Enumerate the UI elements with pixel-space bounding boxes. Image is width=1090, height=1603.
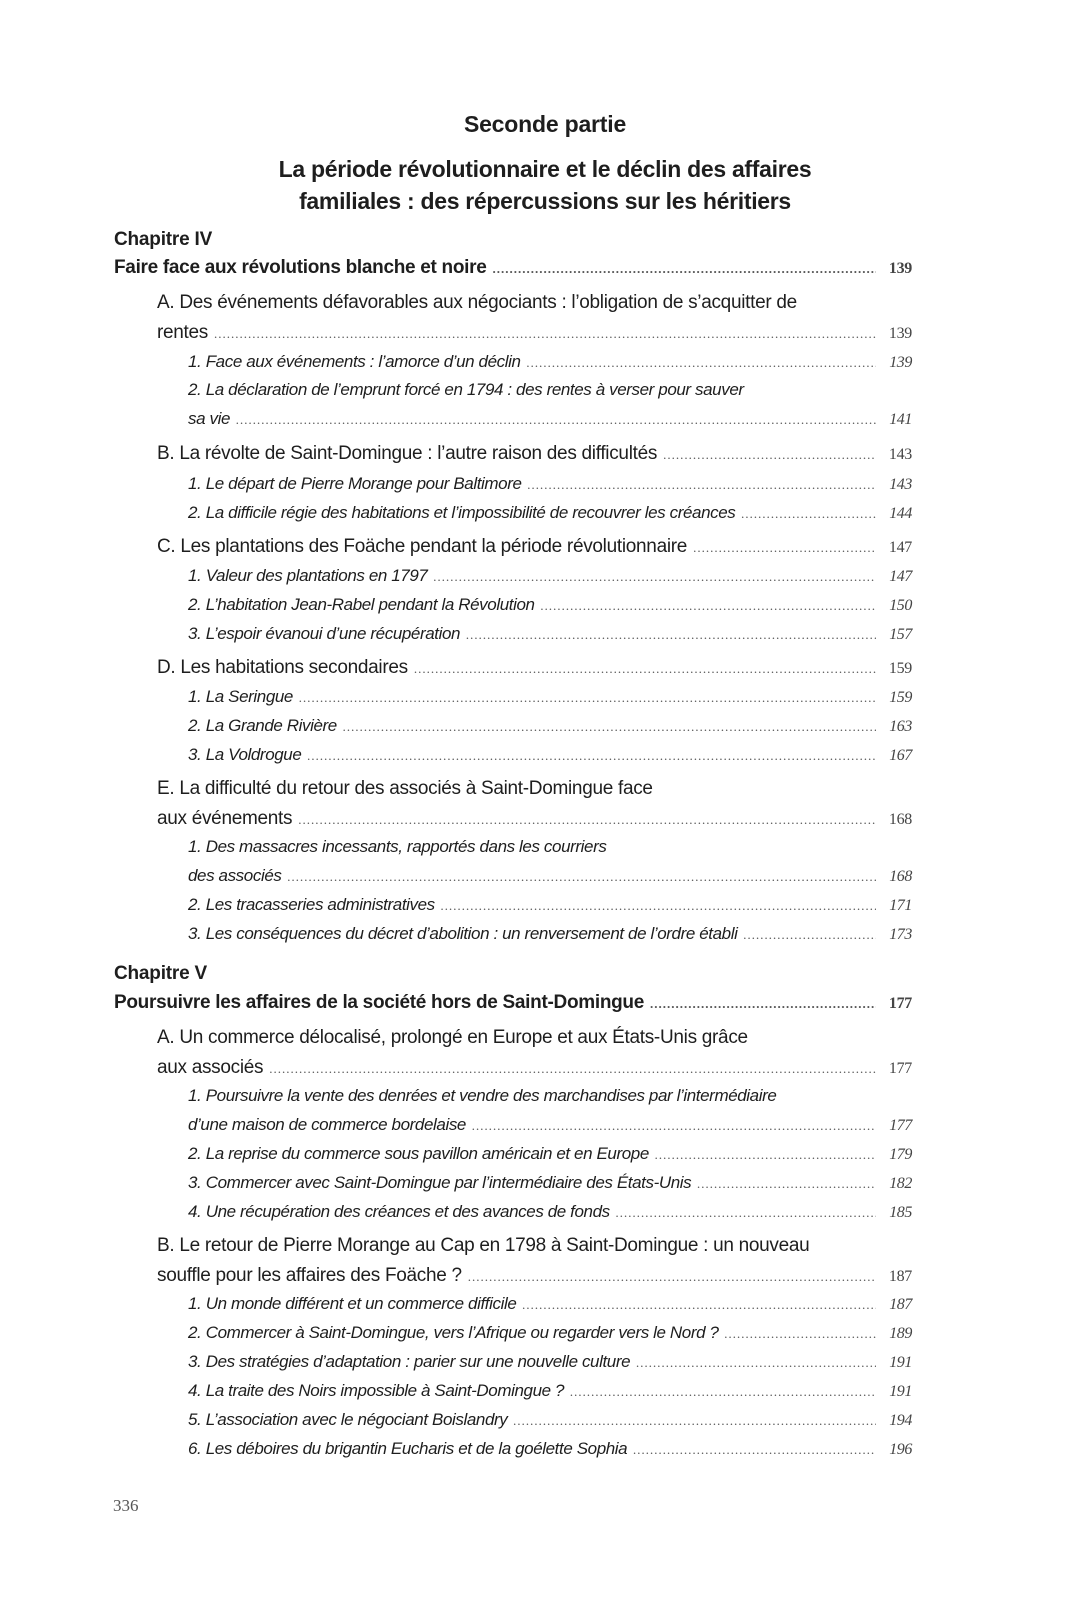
toc-entry-section-line1[interactable]: A. Un commerce délocalisé, prolongé en Europe et aux États-Unis grâce <box>157 1027 748 1048</box>
toc-entry-subsection[interactable] <box>188 595 912 615</box>
chapter-label: Chapitre V <box>114 963 208 984</box>
toc-entry-subsection[interactable] <box>188 1410 912 1430</box>
toc-entry-title: aux événements <box>157 808 293 829</box>
toc-entry-title: rentes <box>157 322 209 343</box>
toc-entry-title: 2. La Grande Rivière <box>188 716 337 735</box>
page-number: 191 <box>889 1383 912 1400</box>
toc-entry-title: 2. La reprise du commerce sous pavillon américain et en Europe <box>188 1144 649 1163</box>
page-number: 167 <box>889 747 912 764</box>
page-number: 159 <box>889 689 912 706</box>
page-number: 168 <box>889 868 912 885</box>
dot-leader <box>414 661 876 677</box>
toc-entry-section[interactable] <box>157 1265 912 1287</box>
dot-leader <box>307 748 876 764</box>
toc-entry-title: 3. La Voldrogue <box>188 745 302 764</box>
toc-entry-title: 1. La Seringue <box>188 687 293 706</box>
toc-entry-section[interactable] <box>157 808 912 830</box>
toc-entry-title: 2. Commercer à Saint-Domingue, vers l’Afrique ou regarder vers le Nord ? <box>188 1323 719 1342</box>
toc-entry-title: 3. L’espoir évanoui d’une récupération <box>188 624 461 643</box>
page-number: 163 <box>889 718 912 735</box>
toc-entry-title: C. Les plantations des Foäche pendant la période révolutionnaire <box>157 536 688 557</box>
toc-entry-section-line1[interactable]: A. Des événements défavorables aux négociants : l’obligation de s’acquitter de <box>157 292 797 313</box>
toc-entry-title: 2. Les tracasseries administratives <box>188 895 435 914</box>
dot-leader <box>741 506 876 522</box>
toc-entry-subsection[interactable] <box>188 745 912 765</box>
dot-leader <box>655 1147 876 1163</box>
page-number: 179 <box>889 1146 912 1163</box>
toc-entry-subsection[interactable] <box>188 924 912 944</box>
toc-entry-chapter[interactable] <box>114 257 912 279</box>
toc-entry-title: 1. Face aux événements : l’amorce d’un déclin <box>188 352 521 371</box>
page-number: 150 <box>889 597 912 614</box>
dot-leader <box>697 1176 876 1192</box>
dot-leader <box>570 1384 876 1400</box>
page-number: 194 <box>889 1412 912 1429</box>
toc-entry-subsection[interactable] <box>188 624 912 644</box>
toc-entry-section[interactable] <box>157 443 912 465</box>
page-number: 168 <box>888 811 912 828</box>
page-number: 147 <box>889 568 912 585</box>
toc-entry-section[interactable] <box>157 1057 912 1079</box>
part-subtitle-line: La période révolutionnaire et le déclin des affaires <box>278 156 812 182</box>
dot-leader <box>298 812 876 828</box>
page-number: 144 <box>889 505 912 522</box>
toc-entry-title: 3. Des stratégies d’adaptation : parier sur une nouvelle culture <box>188 1352 631 1371</box>
dot-leader <box>725 1326 876 1342</box>
toc-entry-title: souffle pour les affaires des Foäche ? <box>157 1265 462 1286</box>
toc-entry-title: d’une maison de commerce bordelaise <box>188 1115 466 1134</box>
toc-entry-subsection[interactable] <box>188 1173 912 1193</box>
dot-leader <box>269 1061 876 1077</box>
toc-entry-title: des associés <box>188 866 282 885</box>
toc-entry-subsection[interactable] <box>188 1144 912 1164</box>
page-number: 196 <box>889 1441 912 1458</box>
dot-leader <box>214 326 876 342</box>
toc-entry-title: D. Les habitations secondaires <box>157 657 408 678</box>
chapter-label: Chapitre IV <box>114 229 213 250</box>
page-number: 177 <box>888 1060 912 1077</box>
toc-entry-title: 3. Les conséquences du décret d’abolition : un renversement de l’ordre établi <box>188 924 738 943</box>
page-number: 189 <box>889 1325 912 1342</box>
toc-entry-title: Poursuivre les affaires de la société hors de Saint-Domingue <box>114 992 645 1013</box>
page-number: 139 <box>889 354 912 371</box>
page-number: 191 <box>889 1354 912 1371</box>
toc-entry-subsection[interactable] <box>188 352 912 372</box>
dot-leader <box>663 447 876 463</box>
toc-entry-title: 1. Valeur des plantations en 1797 <box>188 566 428 585</box>
toc-entry-title: Faire face aux révolutions blanche et noire <box>114 257 487 278</box>
toc-entry-section-line1[interactable]: B. Le retour de Pierre Morange au Cap en 1798 à Saint-Domingue : un nouveau <box>157 1235 810 1256</box>
toc-entry-section[interactable] <box>157 536 912 558</box>
toc-entry-subsection[interactable] <box>188 687 912 707</box>
toc-entry-subsection[interactable] <box>188 1352 912 1372</box>
dot-leader <box>287 869 876 885</box>
dot-leader <box>472 1118 876 1134</box>
toc-entry-title: 6. Les déboires du brigantin Eucharis et de la goélette Sophia <box>188 1439 628 1458</box>
page-number: 139 <box>888 260 912 277</box>
page-number: 177 <box>889 1117 912 1134</box>
dot-leader <box>633 1442 876 1458</box>
dot-leader <box>466 627 876 643</box>
toc-entry-title: B. La révolte de Saint-Domingue : l’autre raison des difficultés <box>157 443 658 464</box>
page-number: 187 <box>889 1296 912 1313</box>
toc-entry-subsection[interactable] <box>188 566 912 586</box>
toc-entry-subsection[interactable] <box>188 895 912 915</box>
toc-entry-title: 1. Le départ de Pierre Morange pour Baltimore <box>188 474 522 493</box>
dot-leader <box>468 1269 876 1285</box>
part-title: Seconde partie <box>463 111 627 137</box>
toc-entry-subsection-line1[interactable]: 1. Poursuivre la vente des denrées et vendre des marchandises par l’intermédiaire <box>188 1086 777 1105</box>
toc-entry-title: 4. La traite des Noirs impossible à Saint-Domingue ? <box>188 1381 565 1400</box>
page-number: 143 <box>888 446 912 463</box>
toc-entry-subsection[interactable] <box>188 866 912 886</box>
toc-entry-title: sa vie <box>188 409 231 428</box>
part-subtitle <box>0 153 1090 217</box>
dot-leader <box>441 898 876 914</box>
dot-leader <box>299 690 876 706</box>
page-number: 141 <box>889 411 912 428</box>
toc-entry-section[interactable] <box>157 322 912 344</box>
toc-entry-subsection-line1[interactable]: 1. Des massacres incessants, rapportés dans les courriers <box>188 837 607 856</box>
page-number: 171 <box>889 897 912 914</box>
page-folio: 336 <box>113 1496 139 1515</box>
toc-entry-subsection[interactable] <box>188 1381 912 1401</box>
dot-leader <box>343 719 876 735</box>
page-number: 185 <box>889 1204 912 1221</box>
toc-entry-subsection[interactable] <box>188 1323 912 1343</box>
page-number: 147 <box>888 539 912 556</box>
toc-entry-title: 1. Un monde différent et un commerce difficile <box>188 1294 517 1313</box>
toc-entry-chapter[interactable] <box>114 992 912 1014</box>
page-number: 139 <box>888 325 912 342</box>
toc-entry-title: 5. L’association avec le négociant Boislandry <box>188 1410 508 1429</box>
toc-entry-title: 4. Une récupération des créances et des avances de fonds <box>188 1202 610 1221</box>
dot-leader <box>636 1355 876 1371</box>
dot-leader <box>616 1205 876 1221</box>
page-number: 177 <box>888 995 912 1012</box>
toc-entry-subsection[interactable] <box>188 503 912 523</box>
toc-entry-section[interactable] <box>157 657 912 679</box>
toc-entry-subsection[interactable] <box>188 409 912 429</box>
toc-entry-title: 3. Commercer avec Saint-Domingue par l’intermédiaire des États-Unis <box>188 1173 692 1192</box>
dot-leader <box>693 540 876 556</box>
page-number: 143 <box>889 476 912 493</box>
toc-entry-subsection[interactable] <box>188 474 912 494</box>
dot-leader <box>541 598 876 614</box>
toc-entry-title: aux associés <box>157 1057 264 1078</box>
toc-entry-title: 2. La difficile régie des habitations et l’impossibilité de recouvrer les créances <box>188 503 736 522</box>
page-number: 157 <box>889 626 912 643</box>
dot-leader <box>493 261 877 277</box>
dot-leader <box>743 927 876 943</box>
dot-leader <box>528 477 876 493</box>
toc-entry-subsection[interactable] <box>188 1115 912 1135</box>
dot-leader <box>513 1413 876 1429</box>
page-number: 159 <box>888 660 912 677</box>
dot-leader <box>236 412 876 428</box>
dot-leader <box>433 569 876 585</box>
dot-leader <box>522 1297 876 1313</box>
toc-entry-section-line1[interactable]: E. La difficulté du retour des associés à Saint-Domingue face <box>157 778 653 799</box>
page-number: 173 <box>889 926 912 943</box>
page-number: 187 <box>888 1268 912 1285</box>
page-number: 182 <box>889 1175 912 1192</box>
toc-entry-subsection-line1[interactable]: 2. La déclaration de l’emprunt forcé en 1794 : des rentes à verser pour sauver <box>188 380 744 399</box>
part-subtitle-line: familiales : des répercussions sur les héritiers <box>299 188 791 214</box>
toc-entry-subsection[interactable] <box>188 716 912 736</box>
dot-leader <box>650 996 876 1012</box>
toc-entry-title: 2. L’habitation Jean-Rabel pendant la Révolution <box>188 595 535 614</box>
dot-leader <box>527 355 876 371</box>
toc-entry-subsection[interactable] <box>188 1202 912 1222</box>
toc-entry-subsection[interactable] <box>188 1294 912 1314</box>
toc-entry-subsection[interactable] <box>188 1439 912 1459</box>
